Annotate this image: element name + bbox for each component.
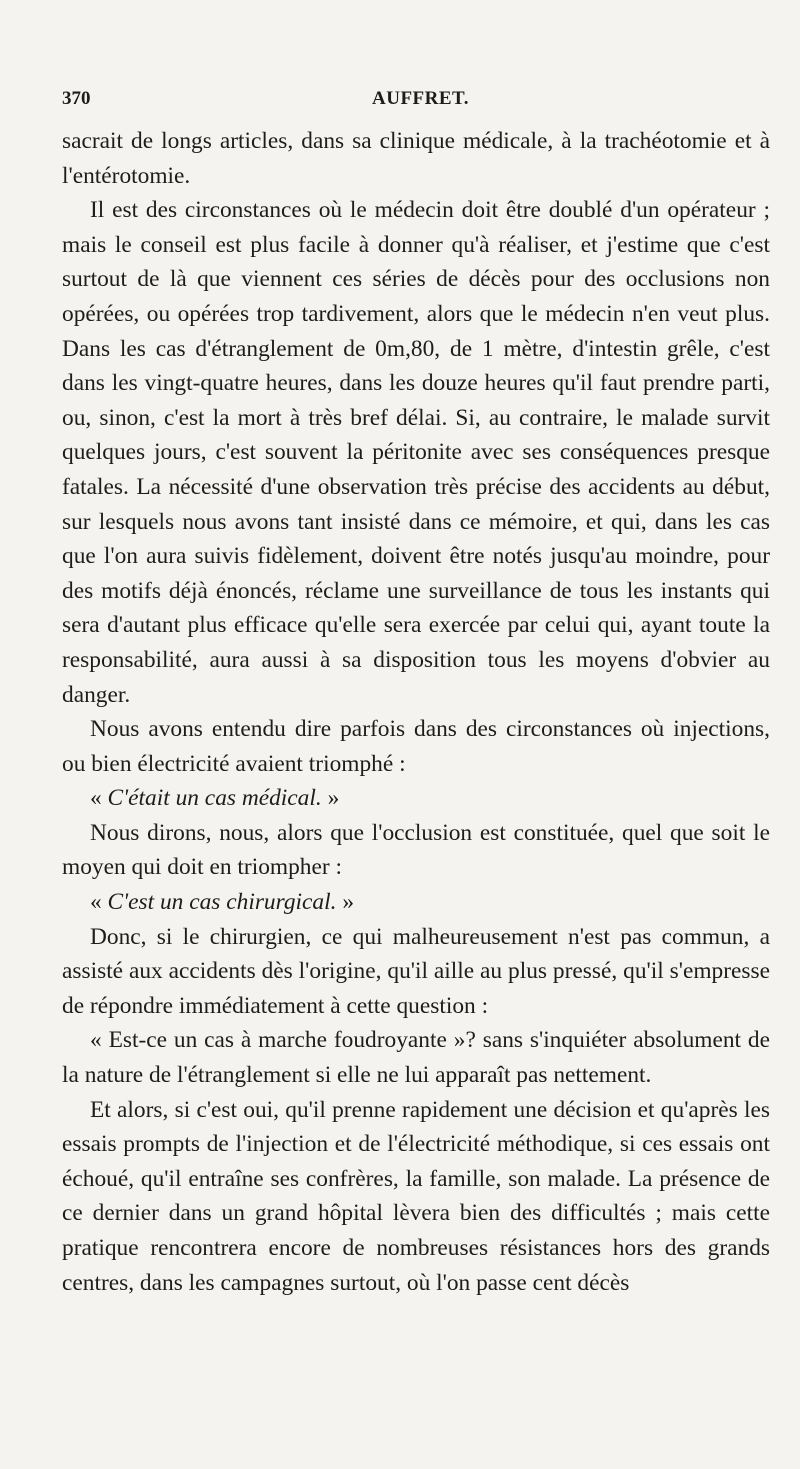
document-page	[62, 88, 770, 1300]
quote-medical	[62, 781, 770, 816]
paragraph-4: Nous dirons, nous, alors que l'occlusion est constituée, quel que soit le moyen qui doit en triompher :	[62, 819, 770, 881]
quote-surgical	[62, 885, 770, 920]
paragraph-3: Nous avons entendu dire parfois dans des circonstances où injections, ou bien électricité avaient triomphé :	[62, 716, 770, 777]
quote-open-mark: «	[90, 785, 108, 812]
paragraph-1: sacrait de longs articles, dans sa clinique médicale, à la trachéotomie et à l'entérotomie.	[62, 128, 770, 189]
quote-surgical-text: C'est un cas chirurgical.	[107, 889, 337, 916]
running-title: AUFFRET.	[372, 88, 470, 109]
running-head	[62, 88, 770, 118]
quote-open-mark: «	[90, 889, 108, 916]
paragraph-2: Il est des circonstances où le médecin doit être doublé d'un opérateur ; mais le conseil est plus facile à donner qu'à réaliser, et j'estime que c'est surtout de là que viennent ces séries de décès pour des occlusions non opérées, ou opérées trop tardivement, alors que le médecin n'en veut plus. Dans les cas d'étranglement de 0m,80, de 1 mètre, d'intestin grêle, c'est dans les vingt-quatre heures, dans les douze heures qu'il faut prendre parti, ou, sinon, c'est la mort à très bref délai. Si, au contraire, le malade survit quelques jours, c'est souvent la péritonite avec ses conséquences presque fatales. La nécessité d'une observation très précise des accidents au début, sur lesquels nous avons tant insisté dans ce mémoire, et qui, dans les cas que l'on aura suivis fidèlement, doivent être notés jusqu'au moindre, pour des motifs déjà énoncés, réclame une surveillance de tous les instants qui sera d'autant plus efficace qu'elle sera exercée par celui qui, ayant toute la responsabilité, aura aussi à sa disposition tous les moyens d'obvier au danger.	[62, 197, 770, 708]
quote-close-mark: »	[336, 889, 355, 916]
body-text	[62, 124, 770, 1300]
quote-medical-text: C'était un cas médical.	[107, 785, 322, 812]
page-number: 370	[62, 88, 91, 109]
paragraph-6: « Est-ce un cas à marche foudroyante »? sans s'inquiéter absolument de la nature de l'étranglement si elle ne lui apparaît pas nettement.	[62, 1027, 770, 1089]
paragraph-5: Donc, si le chirurgien, ce qui malheureusement n'est pas commun, a assisté aux accidents dès l'origine, qu'il aille au plus pressé, qu'il s'empresse de répondre immédiatement à cette question :	[62, 923, 770, 1019]
paragraph-7: Et alors, si c'est oui, qu'il prenne rapidement une décision et qu'après les essais prompts de l'injection et de l'électricité méthodique, si ces essais ont échoué, qu'il entraîne ses confrères, la famille, son malade. La présence de ce dernier dans un grand hôpital lèvera bien des difficultés ; mais cette pratique rencontrera encore de nombreuses résistances hors des grands centres, dans les campagnes surtout, où l'on passe cent décès	[62, 1096, 770, 1296]
quote-close-mark: »	[321, 785, 340, 812]
